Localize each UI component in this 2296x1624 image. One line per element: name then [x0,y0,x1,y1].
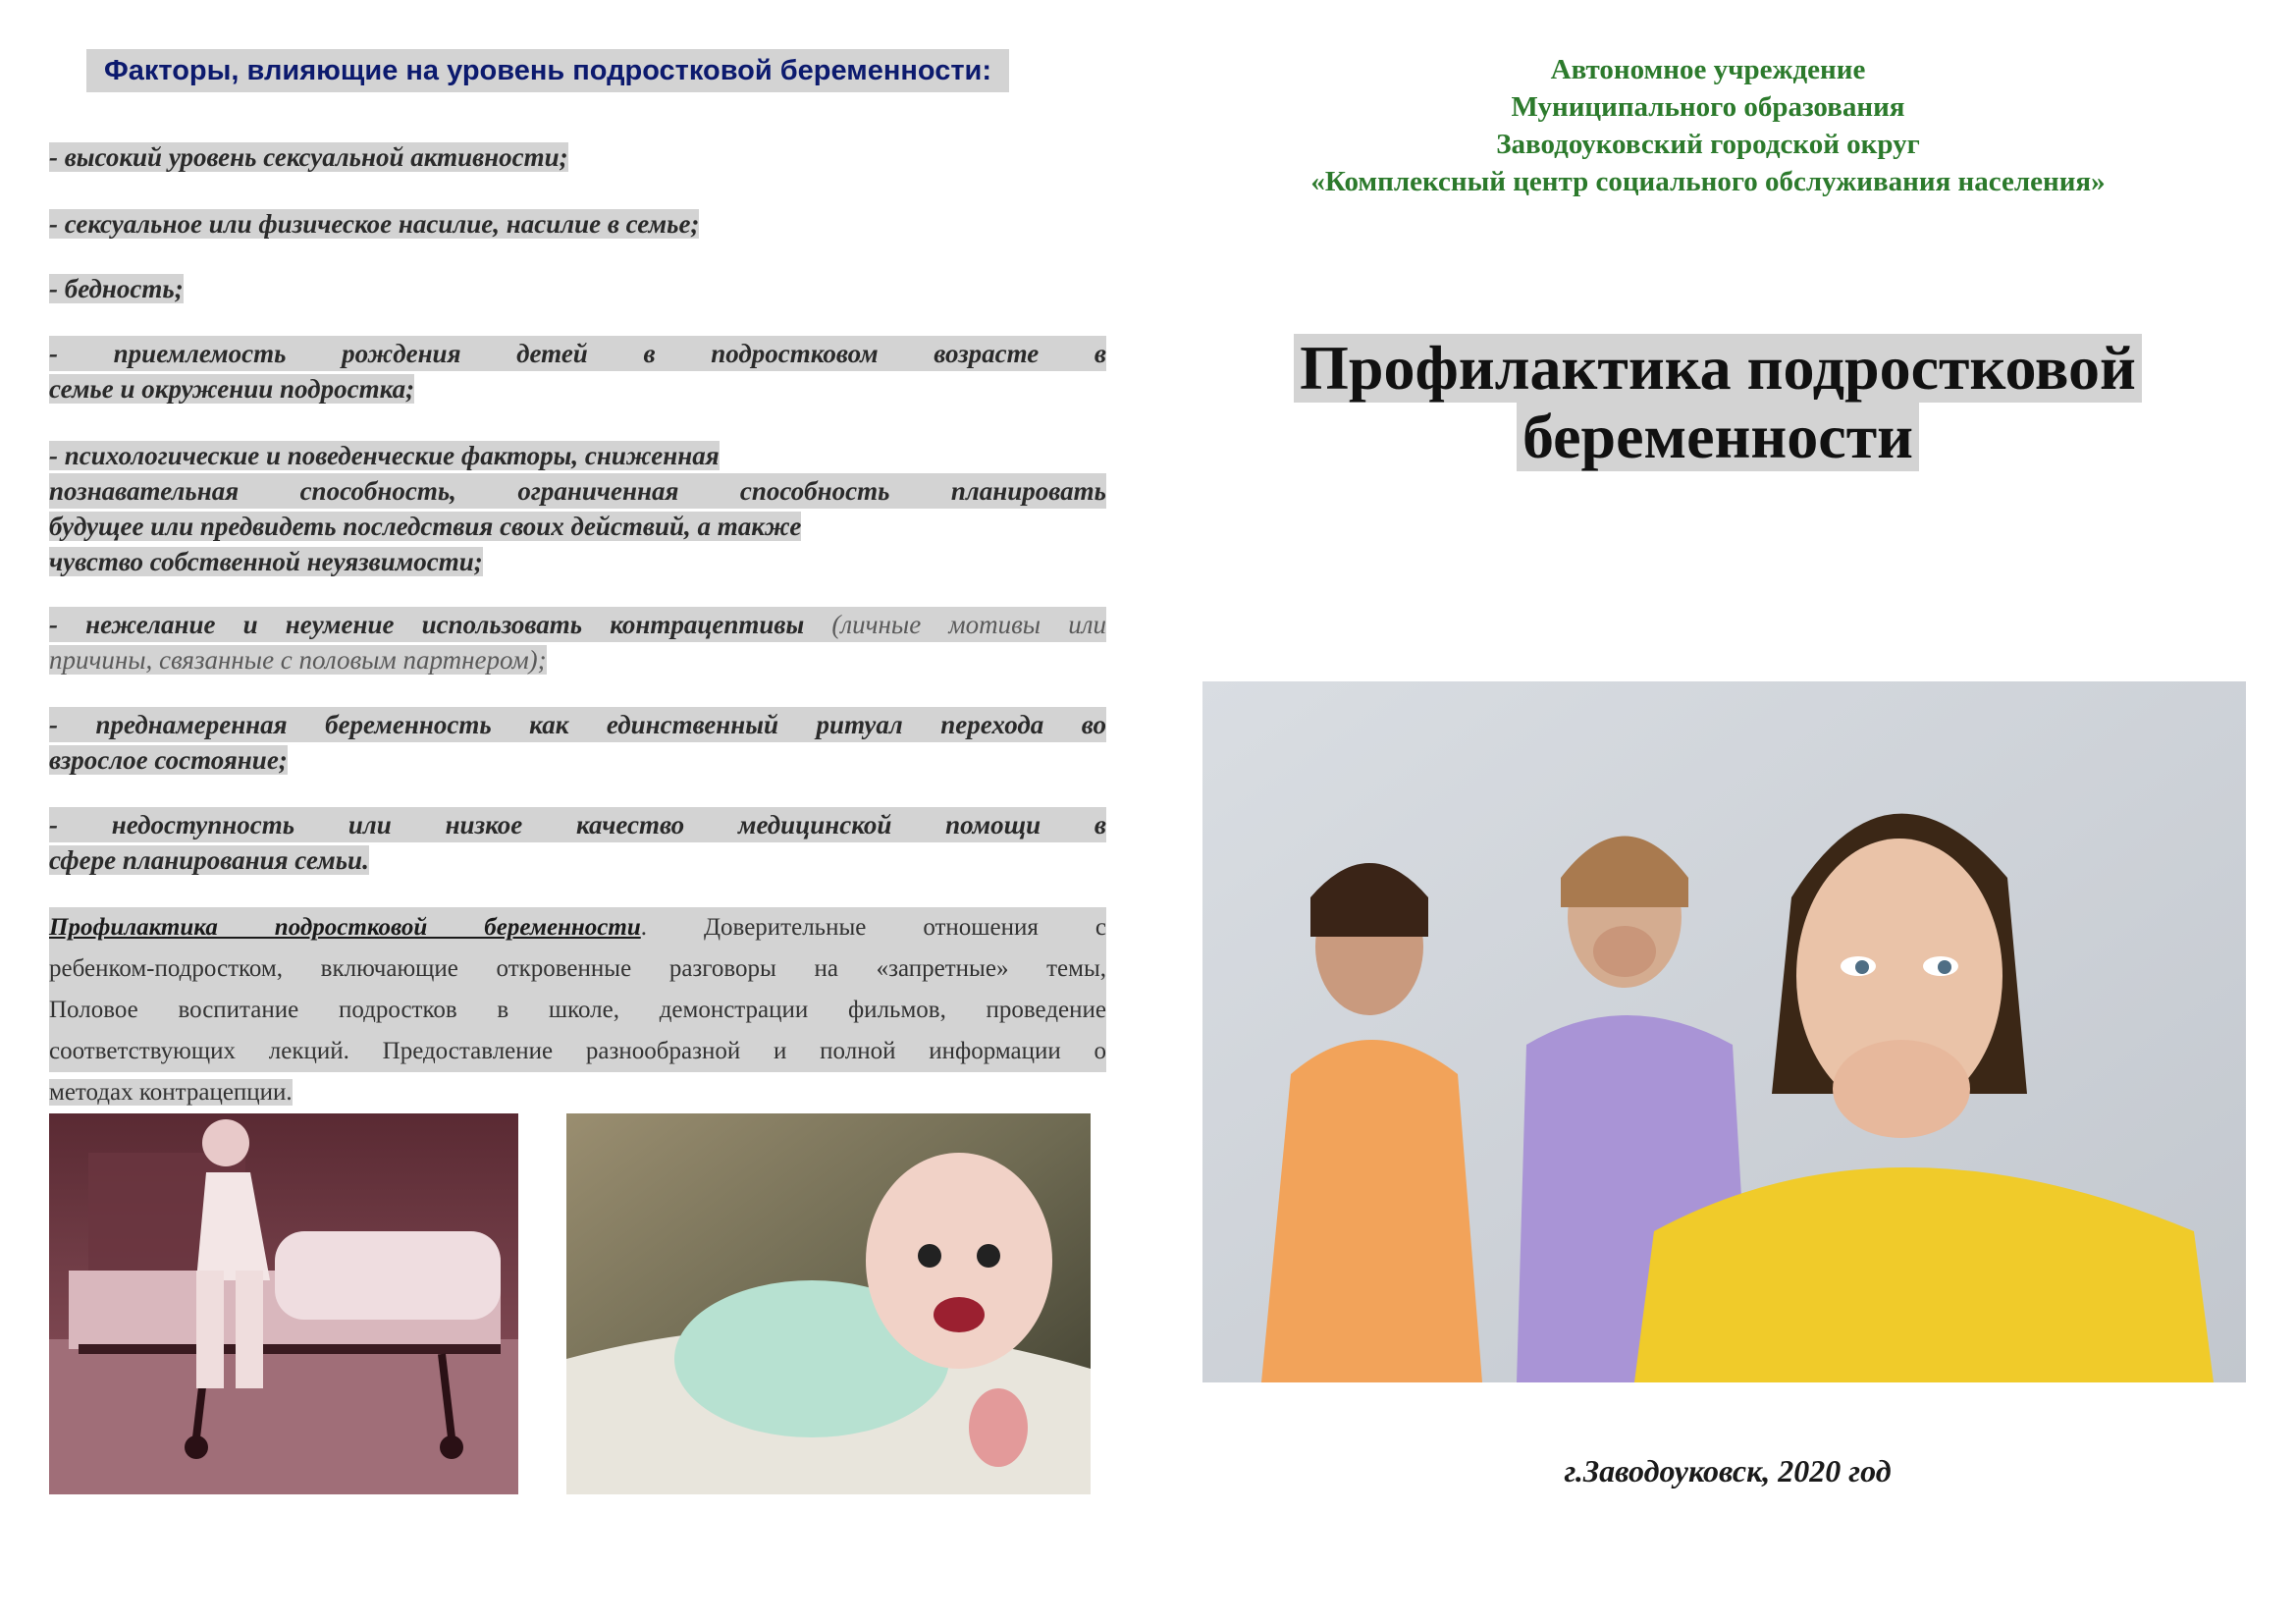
main-title [1198,334,2238,471]
footer-place-year: г.Заводоуковск, 2020 год [1564,1453,1892,1489]
factor-item [49,438,1106,579]
factor-text: - приемлемость рождения детей в подростковом возрасте в [49,336,1106,371]
prevention-text: методах контрацепции. [49,1079,293,1106]
factor-item [49,139,1106,175]
prevention-text: соответствующих лекций. Предоставление разнообразной и полной информации о [49,1031,1106,1072]
org-line: Муниципального образования [1511,91,1905,123]
prevention-lead: Профилактика подростковой беременности [49,914,641,941]
prevention-text: ребенком-подростком, включающие откровенные разговоры на «запретные» темы, [49,948,1106,990]
factor-text: - сексуальное или физическое насилие, насилие в семье; [49,209,700,239]
factor-text: - бедность; [49,274,184,303]
factor-text: будущее или предвидеть последствия своих действий, а также [49,512,802,541]
factor-text: семье и окружении подростка; [49,374,415,404]
factor-text: - психологические и поведенческие факторы, сниженная [49,441,720,470]
factor-item [49,707,1106,778]
org-line: Заводоуковский городской округ [1496,129,1920,160]
prevention-text: Половое воспитание подростков в школе, демонстрации фильмов, проведение [49,990,1106,1031]
factor-item [49,807,1106,878]
factor-item [49,607,1106,677]
factor-text: - преднамеренная беременность как единственный ритуал перехода во [49,707,1106,742]
factors-heading: Факторы, влияющие на уровень подростковой беременности: [86,49,1009,92]
prevention-text: . Доверительные отношения с [640,914,1106,941]
factor-item [49,336,1106,406]
factor-text: познавательная способность, ограниченная способность планировать [49,473,1106,509]
factor-text: - высокий уровень сексуальной активности; [49,142,568,172]
factor-text: - недоступность или низкое качество медицинской помощи в [49,807,1106,842]
prevention-paragraph [49,907,1106,1113]
title-line: беременности [1517,403,1919,471]
factor-note: причины, связанные с половым партнером); [49,645,547,675]
factor-text: чувство собственной неуязвимости; [49,547,483,576]
factor-note: (личные мотивы или [804,610,1106,639]
infant-photo [566,1113,1091,1494]
hospital-bed-photo [49,1113,518,1494]
factor-text: взрослое состояние; [49,745,288,775]
factor-item [49,206,1106,242]
left-column [49,0,1106,1624]
org-line: «Комплексный центр социального обслуживания населения» [1310,166,2106,197]
organization-name [1217,51,2199,200]
title-line: Профилактика подростковой [1294,334,2142,403]
factor-text: сфере планирования семьи. [49,845,369,875]
factor-item [49,271,1106,306]
org-line: Автономное учреждение [1550,54,1866,85]
teen-girls-photo [1202,681,2246,1382]
factor-text: - нежелание и неумение использовать контрацептивы [49,610,805,639]
